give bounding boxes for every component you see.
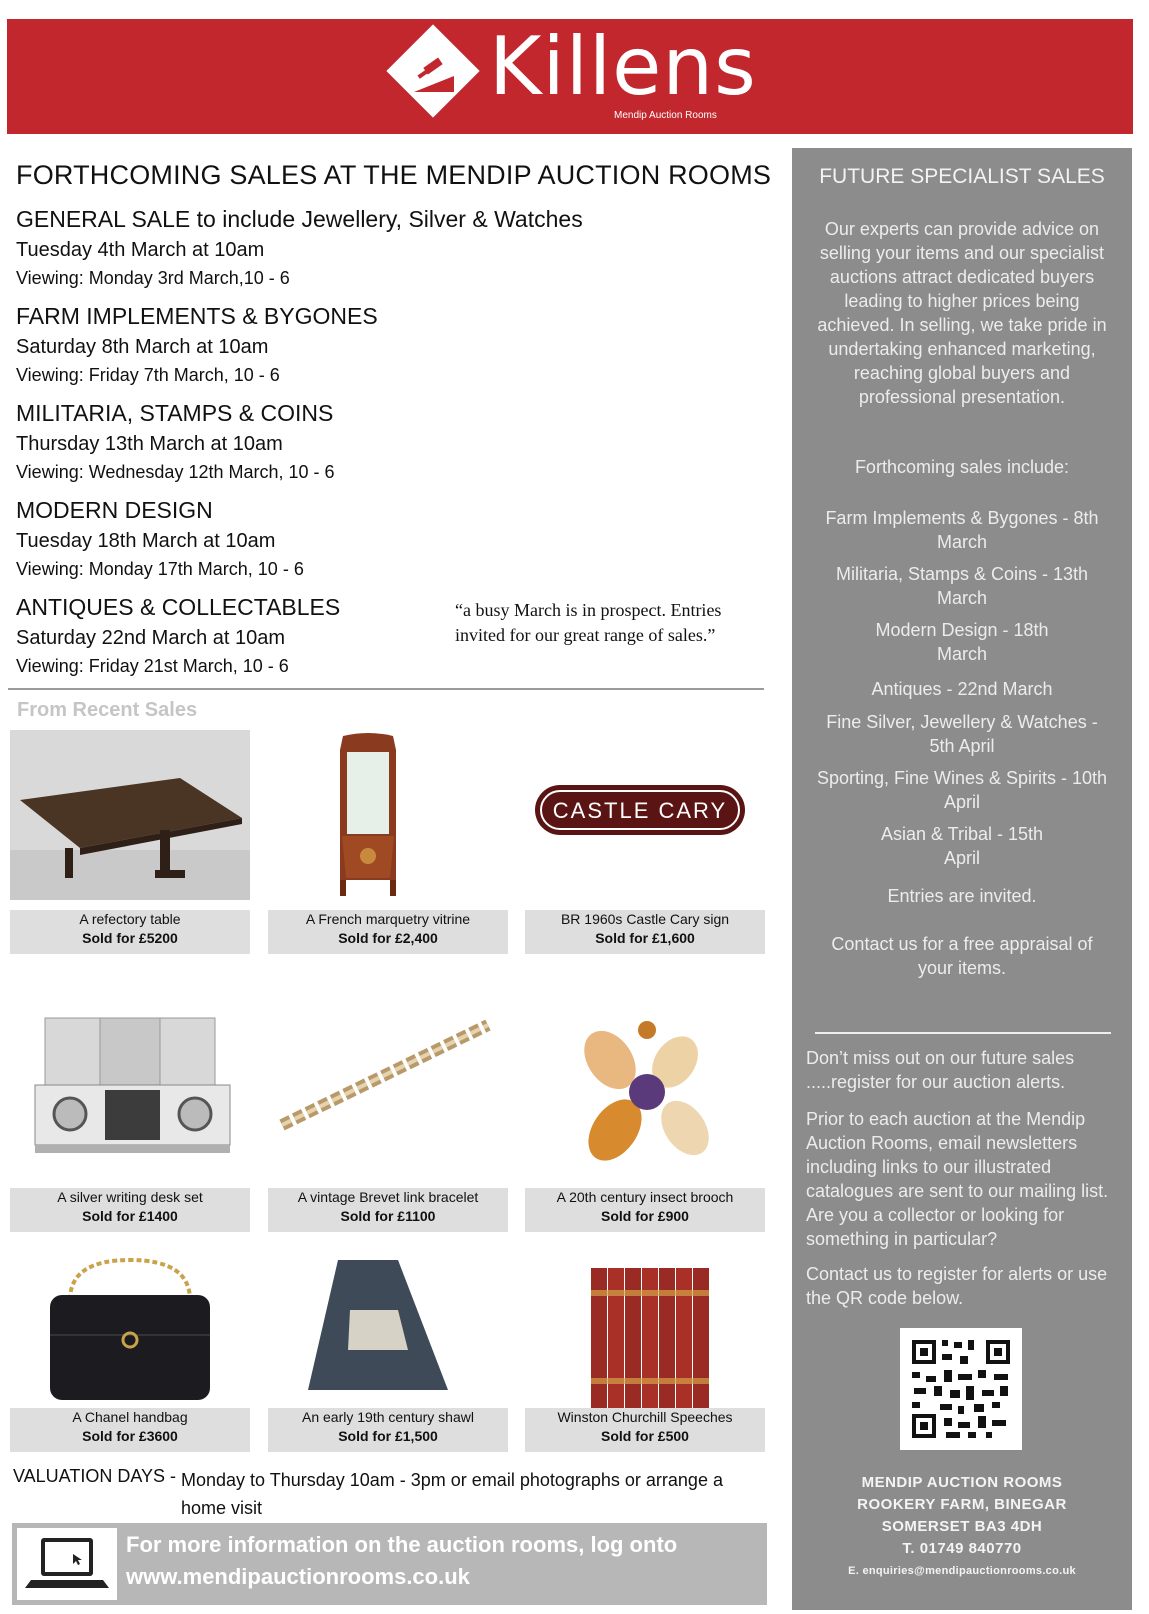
register-text: Contact us to register for alerts or use the QR code below.	[806, 1264, 1108, 1308]
sale-date: Thursday 13th March at 10am	[16, 433, 283, 455]
item-caption	[268, 910, 508, 954]
sale-date: Saturday 8th March at 10am	[16, 336, 269, 358]
item-title: A Chanel handbag	[72, 1409, 188, 1425]
forthcoming-sale: Fine Silver, Jewellery & Watches - 5th April	[826, 712, 1098, 756]
address-line: MENDIP AUCTION ROOMS	[861, 1474, 1063, 1491]
website-link[interactable]: www.mendipauctionrooms.co.uk	[126, 1564, 470, 1589]
address-line: SOMERSET BA3 4DH	[881, 1518, 1043, 1535]
item-title: A French marquetry vitrine	[305, 911, 471, 927]
chanel-handbag-image	[10, 1250, 250, 1420]
item-caption	[268, 1408, 508, 1452]
gavel-icon	[414, 52, 454, 92]
divider	[8, 688, 764, 690]
bracelet-image	[268, 1010, 508, 1180]
recent-sales-heading: From Recent Sales	[17, 699, 198, 721]
sidebar-intro: Our experts can provide advice on selling your items and our specialist auctions attract dedicated buyers leading to higher prices being achieved. In selling, we take pride in undertaking enhanced marketing, reaching global buyers and professional presentation.	[817, 219, 1107, 407]
item-price: Sold for £900	[601, 1208, 689, 1224]
sale-name: ANTIQUES & COLLECTABLES	[16, 594, 341, 620]
silver-desk-set-image	[10, 1010, 250, 1180]
forthcoming-sale: Antiques - 22nd March	[871, 679, 1053, 699]
phone-number: T. 01749 840770	[902, 1540, 1022, 1557]
item-title: A vintage Brevet link bracelet	[297, 1189, 479, 1205]
brand-name: Killens	[489, 20, 757, 113]
item-price: Sold for £500	[601, 1428, 689, 1444]
forthcoming-sale: Modern Design - 18th March	[875, 620, 1049, 664]
address-line: ROOKERY FARM, BINEGAR	[857, 1496, 1067, 1513]
laptop-icon	[17, 1528, 117, 1600]
item-price: Sold for £5200	[82, 930, 178, 946]
item-price: Sold for £3600	[82, 1428, 178, 1444]
forthcoming-sale: Farm Implements & Bygones - 8th March	[825, 508, 1099, 552]
item-title: BR 1960s Castle Cary sign	[560, 911, 730, 927]
item-price: Sold for £1100	[340, 1208, 436, 1224]
shawl-image	[268, 1250, 508, 1420]
item-price: Sold for £1,500	[338, 1428, 438, 1444]
item-title: A refectory table	[79, 911, 181, 927]
sale-name: MILITARIA, STAMPS & COINS	[16, 400, 334, 426]
entries-invited: Entries are invited.	[887, 886, 1037, 906]
marquetry-vitrine-image	[268, 730, 508, 900]
sale-viewing: Viewing: Friday 21st March, 10 - 6	[16, 656, 289, 676]
sale-name: FARM IMPLEMENTS & BYGONES	[16, 303, 378, 329]
refectory-table-image	[10, 730, 250, 900]
item-caption	[10, 910, 250, 954]
sale-viewing: Viewing: Friday 7th March, 10 - 6	[16, 365, 280, 385]
item-price: Sold for £1,600	[595, 930, 695, 946]
insect-brooch-image	[525, 1010, 765, 1180]
brand-tagline: Mendip Auction Rooms	[614, 110, 717, 121]
sidebar-divider	[815, 1032, 1111, 1034]
newsletter-text: Prior to each auction at the Mendip Auction Rooms, email newsletters including links to our illustrated catalogues are sent to our mailing list. Are you a collector or looking for something in particular?	[806, 1109, 1109, 1249]
qr-code-icon	[900, 1328, 1022, 1450]
laptop-icon-box	[17, 1528, 117, 1600]
quote: “a busy March is in prospect. Entries invited for our great range of sales.”	[455, 600, 722, 645]
appraisal-text: Contact us for a free appraisal of your items.	[831, 934, 1093, 978]
sign-text: CASTLE CARY	[552, 798, 728, 823]
item-title: A silver writing desk set	[57, 1189, 203, 1205]
item-caption	[10, 1408, 250, 1452]
sale-viewing: Viewing: Monday 17th March, 10 - 6	[16, 559, 304, 579]
footer-text: For more information on the auction rooms, log onto	[126, 1532, 678, 1557]
item-title: An early 19th century shawl	[302, 1409, 474, 1425]
item-caption	[525, 1408, 765, 1452]
sidebar-title: FUTURE SPECIALIST SALES	[819, 165, 1105, 188]
item-price: Sold for £1400	[82, 1208, 178, 1224]
sale-date: Tuesday 4th March at 10am	[16, 239, 265, 261]
valuation-label: VALUATION DAYS -	[13, 1466, 177, 1486]
item-title: Winston Churchill Speeches	[557, 1409, 733, 1425]
sale-date: Saturday 22nd March at 10am	[16, 627, 286, 649]
sale-viewing: Viewing: Wednesday 12th March, 10 - 6	[16, 462, 335, 482]
item-caption	[268, 1188, 508, 1232]
castle-cary-sign-image	[525, 730, 765, 900]
item-price: Sold for £2,400	[338, 930, 438, 946]
forthcoming-label: Forthcoming sales include:	[854, 457, 1070, 477]
item-title: A 20th century insect brooch	[556, 1189, 734, 1205]
qr-code[interactable]	[900, 1328, 1022, 1450]
page-title: FORTHCOMING SALES AT THE MENDIP AUCTION ROOMS	[16, 160, 772, 190]
item-caption	[10, 1188, 250, 1232]
forthcoming-sale: Asian & Tribal - 15th April	[880, 824, 1044, 868]
alerts-text: Don’t miss out on our future sales .....register for our auction alerts.	[806, 1048, 1075, 1092]
sale-viewing: Viewing: Monday 3rd March,10 - 6	[16, 268, 290, 288]
forthcoming-sale: Sporting, Fine Wines & Spirits - 10th April	[816, 768, 1108, 812]
forthcoming-sale: Militaria, Stamps & Coins - 13th March	[835, 564, 1089, 608]
sale-name: MODERN DESIGN	[16, 497, 213, 523]
sale-date: Tuesday 18th March at 10am	[16, 530, 276, 552]
sale-name: GENERAL SALE to include Jewellery, Silver & Watches	[16, 206, 583, 232]
valuation-text: Monday to Thursday 10am - 3pm or email photographs or arrange a home visit	[181, 1470, 723, 1518]
email-address[interactable]: E. enquiries@mendipauctionrooms.co.uk	[848, 1565, 1076, 1577]
item-caption	[525, 1188, 765, 1232]
item-caption	[525, 910, 765, 954]
churchill-books-image	[525, 1250, 765, 1420]
